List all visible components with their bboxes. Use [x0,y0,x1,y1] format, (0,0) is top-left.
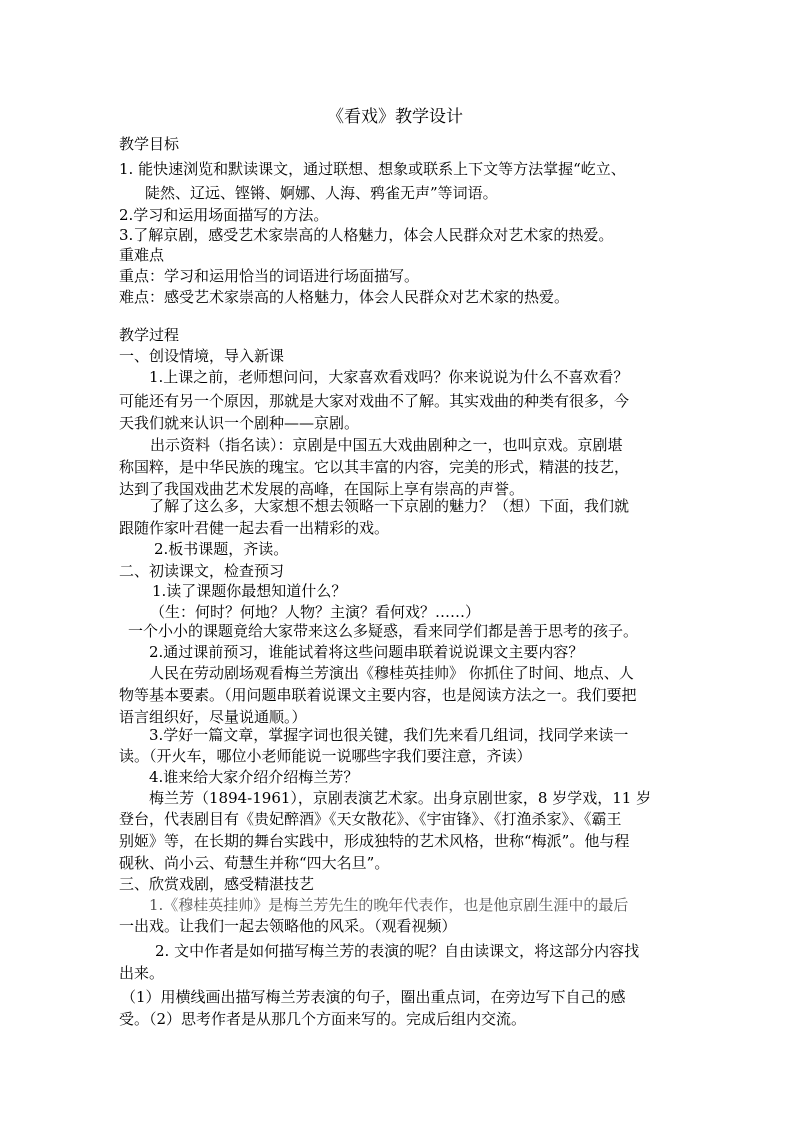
text-line: 一出戏。让我们一起去领略他的风采。（观看视频） [119,917,457,935]
text-line: （1）用横线画出描写梅兰芳表演的句子，圈出重点词，在旁边写下自己的感 [121,988,626,1006]
text-line: 3.学好一篇文章，掌握字词也很关键，我们先来看几组词，找同学来读一 [149,726,629,744]
text-line: 3.了解京剧，感受艺术家崇高的人格魅力，体会人民群众对艺术家的热爱。 [119,226,614,244]
text-line: 重点：学习和运用恰当的词语进行场面描写。 [119,267,420,285]
section-heading-key-points: 重难点 [119,246,165,264]
text-line: 语言组织好，尽量说通顺。） [119,708,307,726]
text-line: 跟随作家叶君健一起去看一出精彩的戏。 [119,519,390,537]
text-line: 登台，代表剧目有《贵妃醉酒》《天女散花》、《宇宙锋》、《打渔杀家》、《霸王 [119,810,622,828]
text-line: 2. 文中作者是如何描写梅兰芳的表演的呢？自由读课文，将这部分内容找 [155,942,640,960]
text-line: 2.通过课前预习，谁能试着将这些问题串联着说说课文主要内容？ [149,643,584,661]
section-heading-process: 教学过程 [119,326,180,344]
text-line: 1.读了课题你最想知道什么？ [152,582,347,600]
subsection-heading: 二、初读课文，检查预习 [119,562,285,580]
subsection-heading: 一、创设情境，导入新课 [119,347,285,365]
text-line: 别姬》等，在长期的舞台实践中，形成独特的艺术风格，世称“梅派”。他与程 [119,832,630,850]
text-line: 梅兰芳（1894-1961），京剧表演艺术家。出身京剧世家，8 岁学戏，11 岁 [149,789,652,807]
text-line: 出来。 [119,964,165,982]
text-line: 砚秋、尚小云、荀慧生并称“四大名旦”。 [119,854,390,872]
subsection-heading: 三、欣赏戏剧，感受精湛技艺 [119,875,315,893]
text-line: 天我们就来认识一个剧种——京剧。 [119,414,360,432]
page-title: 《看戏》教学设计 [327,107,463,127]
text-line: 4.谁来给大家介绍介绍梅兰芳？ [149,768,359,786]
text-line: 物等基本要素。（用问题串联着说课文主要内容，也是阅读方法之一。我们要把 [119,686,637,704]
text-line: 陡然、辽远、铿锵、婀娜、人海、鸦雀无声”等词语。 [145,184,498,202]
text-line: 2.板书课题，齐读。 [154,540,289,558]
text-line: 受。（2）思考作者是从那几个方面来写的。完成后组内交流。 [119,1010,527,1028]
text-line: 可能还有另一个原因，那就是大家对戏曲不了解。其实戏曲的种类有很多，今 [119,392,630,410]
text-line: 人民在劳动剧场观看梅兰芳演出《穆桂英挂帅》 你抓住了时间、地点、人 [149,664,634,682]
text-line: 称国粹，是中华民族的瑰宝。它以其丰富的内容，完美的形式，精湛的技艺， [119,458,630,476]
text-line: 1.《穆桂英挂帅》是梅兰芳先生的晚年代表作，也是他京剧生涯中的最后 [149,896,629,914]
text-line: 难点：感受艺术家崇高的人格魅力，体会人民群众对艺术家的热爱。 [119,288,570,306]
text-line: 一个小小的课题竟给大家带来这么多疑惑，看来同学们都是善于思考的孩子。 [128,622,639,640]
text-line: （生：何时？何地？人物？主演？看何戏？……） [150,603,481,621]
text-line: 出示资料（指名读）：京剧是中国五大戏曲剧种之一，也叫京戏。京剧堪 [150,436,623,454]
text-line: 达到了我国戏曲艺术发展的高峰，在国际上享有崇高的声誉。 [119,480,525,498]
text-line: 1.上课之前，老师想问问，大家喜欢看戏吗？你来说说为什么不喜欢看？ [149,368,629,386]
text-line: 1. 能快速浏览和默读课文，通过联想、想象或联系上下文等方法掌握“屹立、 [119,160,626,178]
text-line: 读。（开火车，哪位小老师能说一说哪些字我们要注意，齐读） [119,747,532,765]
section-heading-objectives: 教学目标 [119,135,180,153]
text-line: 2.学习和运用场面描写的方法。 [119,206,329,224]
text-line: 了解了这么多，大家想不想去领略一下京剧的魅力？（想）下面，我们就 [149,497,630,515]
